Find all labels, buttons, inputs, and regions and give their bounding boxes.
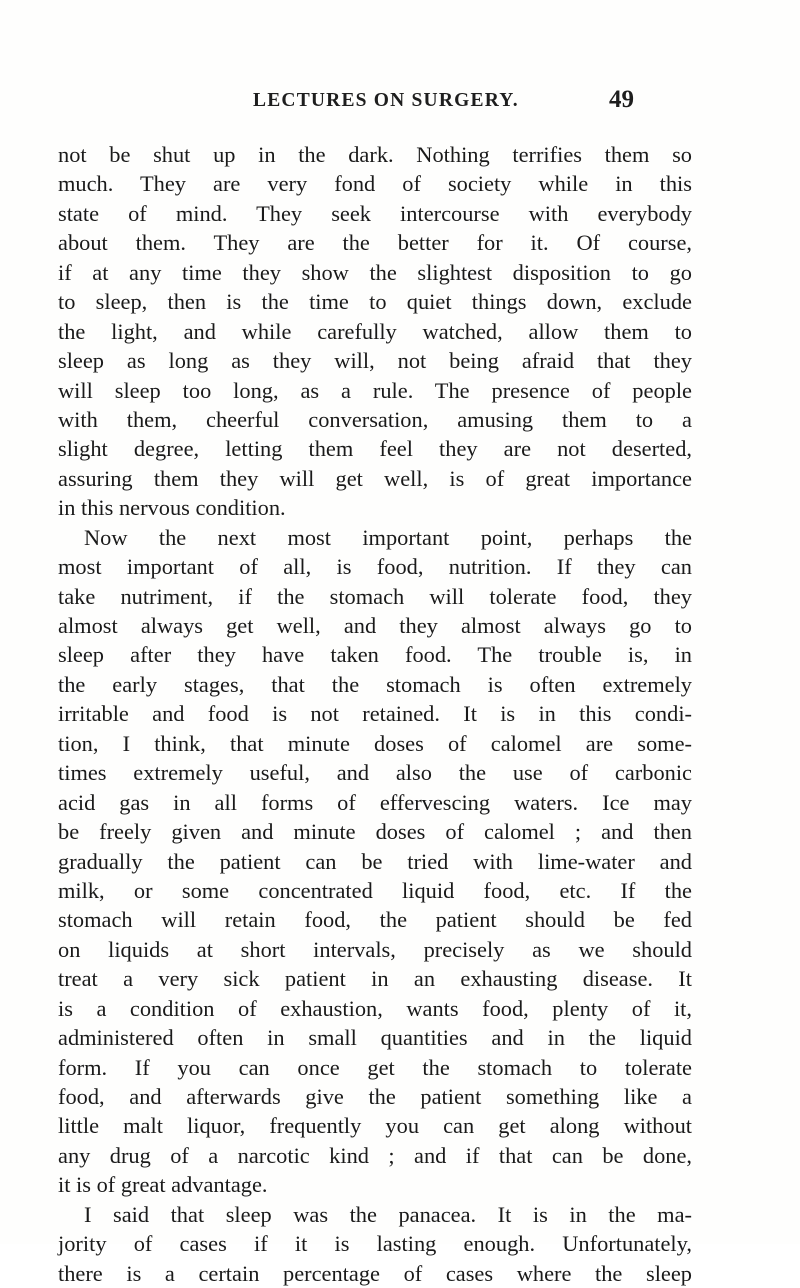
page-number: 49 xyxy=(609,86,634,113)
text-line: treat a very sick patient in an exhausting disease. It xyxy=(58,966,692,992)
text-line: there is a certain percentage of cases where the sleep xyxy=(58,1260,692,1286)
body-text xyxy=(58,140,692,1288)
text-line: state of mind. They seek intercourse with everybody xyxy=(58,200,692,226)
text-line: on liquids at short intervals, precisely as we should xyxy=(58,936,692,962)
text-line: gradually the patient can be tried with lime-water and xyxy=(58,848,692,874)
text-line: much. They are very fond of society while in this xyxy=(58,171,692,197)
text-line: any drug of a narcotic kind ; and if that can be done, xyxy=(58,1142,692,1168)
text-line: about them. They are the better for it. Of course, xyxy=(58,230,692,256)
text-line: not be shut up in the dark. Nothing terrifies them so xyxy=(58,142,692,167)
text-line: times extremely useful, and also the use of carbonic xyxy=(58,760,692,786)
text-line: assuring them they will get well, is of great importance xyxy=(58,465,692,491)
text-line: take nutriment, if the stomach will tolerate food, they xyxy=(58,583,692,609)
text-line: be freely given and minute doses of calomel ; and then xyxy=(58,819,692,845)
text-line: little malt liquor, frequently you can get along without xyxy=(58,1113,692,1139)
text-line: milk, or some concentrated liquid food, etc. If the xyxy=(58,877,692,903)
text-line: in this nervous condition. xyxy=(58,495,286,521)
text-line: the light, and while carefully watched, allow them to xyxy=(58,318,692,344)
text-line: form. If you can once get the stomach to tolerate xyxy=(58,1054,692,1080)
text-line: it is of great advantage. xyxy=(58,1172,268,1198)
text-line: tion, I think, that minute doses of calomel are some- xyxy=(58,730,692,756)
text-line: stomach will retain food, the patient should be fed xyxy=(58,907,692,933)
text-line: jority of cases if it is lasting enough. Unfortunately, xyxy=(58,1231,692,1257)
text-line: to sleep, then is the time to quiet things down, exclude xyxy=(58,289,692,315)
text-line: acid gas in all forms of effervescing waters. Ice may xyxy=(58,789,692,815)
text-line: if at any time they show the slightest disposition to go xyxy=(58,259,692,285)
text-line: administered often in small quantities and in the liquid xyxy=(58,1025,692,1051)
running-title: LECTURES ON SURGERY. xyxy=(253,90,519,111)
text-line: irritable and food is not retained. It is in this condi- xyxy=(58,701,692,727)
text-line: I said that sleep was the panacea. It is in the ma- xyxy=(84,1201,692,1227)
text-line: food, and afterwards give the patient something like a xyxy=(58,1084,692,1109)
text-line: sleep after they have taken food. The trouble is, in xyxy=(58,642,692,668)
text-line: almost always get well, and they almost always go to xyxy=(58,613,692,638)
text-line: will sleep too long, as a rule. The presence of people xyxy=(58,377,692,403)
text-line: is a condition of exhaustion, wants food, plenty of it, xyxy=(58,995,692,1021)
text-line: with them, cheerful conversation, amusing them to a xyxy=(58,406,692,432)
text-line: Now the next most important point, perhaps the xyxy=(84,524,692,550)
text-line: slight degree, letting them feel they are not deserted, xyxy=(58,436,692,462)
running-head xyxy=(0,88,800,118)
text-line: the early stages, that the stomach is often extremely xyxy=(58,671,692,697)
text-line: most important of all, is food, nutrition. If they can xyxy=(58,554,692,580)
text-line: sleep as long as they will, not being afraid that they xyxy=(58,348,692,374)
